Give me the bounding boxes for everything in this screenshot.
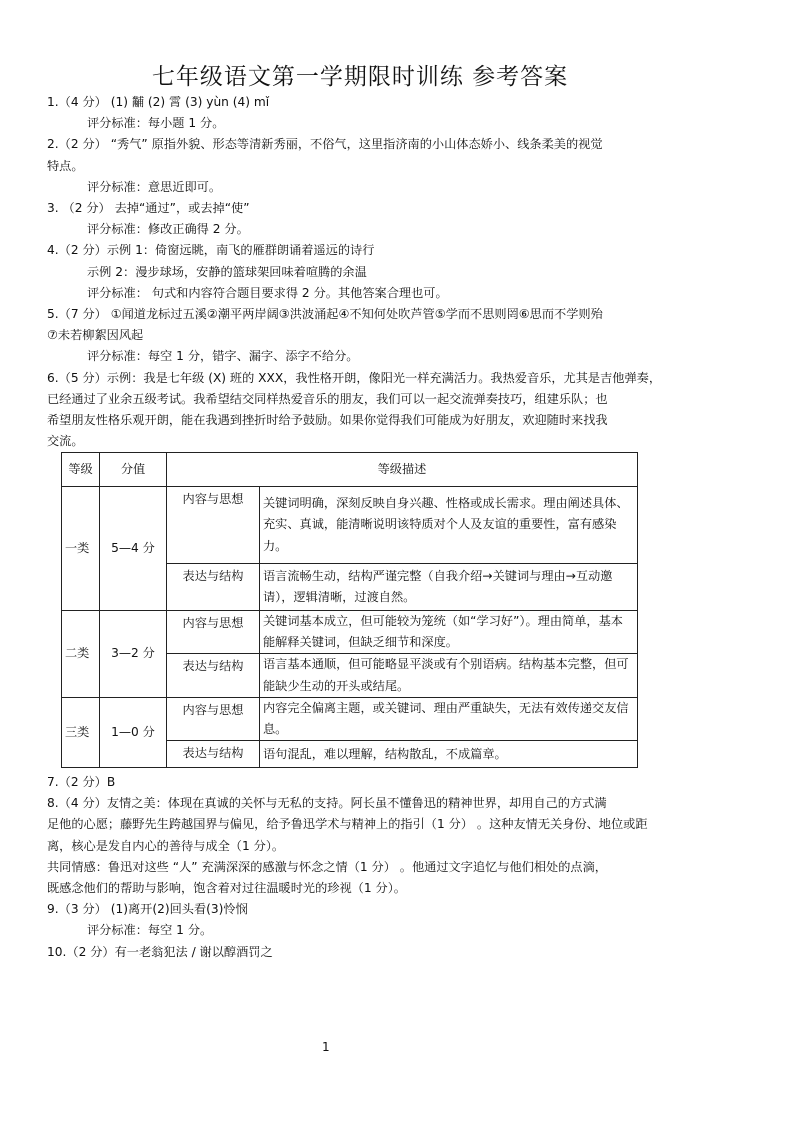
table-row	[62, 697, 638, 740]
answer-line: 希望朋友性格乐观开朗，能在我遇到挫折时给予鼓励。如果你觉得我们可能成为好朋友，欢迎随时来找我	[47, 413, 608, 428]
answer-line: 9.（3 分） (1)离开(2)回头看(3)怜悯	[47, 902, 248, 917]
answer-line: 4.（2 分）示例 1：倚窗远眺，南飞的雁群朗诵着遥远的诗行	[47, 243, 375, 258]
grade-cell: 三类	[62, 697, 100, 767]
answer-line: 离，核心是发自内心的善待与成全（1 分）。	[47, 838, 285, 853]
score-cell: 5—4 分	[100, 487, 167, 611]
answer-line: 1.（4 分） (1) 黼 (2) 霄 (3) yùn (4) mǐ	[47, 95, 270, 109]
score-cell: 3—2 分	[100, 611, 167, 698]
answer-q6	[47, 368, 717, 453]
answer-line: 足他的心愿；藤野先生跨越国界与偏见，给予鲁迅学术与精神上的指引（1 分） 。这种友情无关身份、地位或距	[47, 817, 648, 832]
description-cell: 内容完全偏离主题，或关键词、理由严重缺失，无法有效传递交友信息。	[260, 697, 638, 740]
answer-q10	[47, 942, 722, 963]
aspect-label: 表达与结构	[167, 564, 260, 611]
answer-line: 2.（2 分） “秀气” 原指外貌、形态等清新秀丽，不俗气，这里指济南的小山体态娇小、线条柔美的视觉	[47, 137, 603, 152]
answers-part-1	[47, 92, 717, 452]
aspect-label: 表达与结构	[167, 741, 260, 768]
scoring-note: 评分标准：修改正确得 2 分。	[87, 222, 249, 237]
answer-line: 6.（5 分）示例：我是七年级 (X) 班的 XXX，我性格开朗，像阳光一样充满活力。我热爱音乐，尤其是吉他弹奏，	[47, 370, 662, 385]
answer-q4	[47, 240, 717, 304]
aspect-label: 内容与思想	[167, 697, 260, 740]
aspect-label: 表达与结构	[167, 654, 260, 697]
scoring-note: 评分标准：意思近即可。	[87, 179, 222, 194]
answer-line: 示例 2：漫步球场，安静的篮球架回味着喧腾的余温	[87, 264, 367, 279]
scoring-note: 评分标准：每空 1 分，错字、漏字、添字不给分。	[87, 349, 359, 364]
grading-table	[61, 452, 638, 768]
answer-line: 8.（4 分）友情之美：体现在真诚的关怀与无私的支持。阿长虽不懂鲁迅的精神世界，却用自己的方式满	[47, 796, 607, 811]
description-cell: 语句混乱，难以理解，结构散乱，不成篇章。	[260, 741, 638, 768]
answer-q3	[47, 198, 717, 240]
answer-line: 3. （2 分） 去掉“通过”，或去掉“使”	[47, 201, 250, 216]
scoring-note: 评分标准：每空 1 分。	[87, 923, 213, 938]
description-cell: 语言基本通顺，但可能略显平淡或有个别语病。结构基本完整，但可能缺少生动的开头或结尾。	[260, 654, 638, 697]
aspect-label: 内容与思想	[167, 611, 260, 654]
header-score: 分值	[100, 453, 167, 487]
table-row	[62, 487, 638, 564]
answers-part-2	[47, 772, 722, 963]
answer-line: ⑦未若柳絮因风起	[47, 328, 144, 343]
answer-line: 已经通过了业余五级考试。我希望结交同样热爱音乐的朋友，我们可以一起交流弹奏技巧，组建乐队；也	[47, 391, 608, 406]
table-row	[62, 611, 638, 654]
answer-line: 特点。	[47, 158, 84, 173]
score-cell: 1—0 分	[100, 697, 167, 767]
description-cell: 语言流畅生动，结构严谨完整（自我介绍→关键词与理由→互动邀请），逻辑清晰，过渡自然。	[260, 564, 638, 611]
answer-line: 5.（7 分） ①闻道龙标过五溪②潮平两岸阔③洪波涌起④不知何处吹芦管⑤学而不思则罔⑥思而不学则殆	[47, 307, 603, 322]
description-cell: 关键词基本成立，但可能较为笼统（如“学习好”）。理由简单，基本能解释关键词，但缺乏细节和深度。	[260, 611, 638, 654]
description-cell: 关键词明确，深刻反映自身兴趣、性格或成长需求。理由阐述具体、充实、真诚，能清晰说明该特质对个人及友谊的重要性，富有感染力。	[260, 487, 638, 564]
answer-q8	[47, 793, 722, 899]
answer-line: 既感念他们的帮助与影响，饱含着对过往温暖时光的珍视（1 分）。	[47, 881, 406, 896]
answer-line: 7.（2 分）B	[47, 775, 116, 789]
answer-line: 10.（2 分）有一老翁犯法 / 谢以醇酒罚之	[47, 944, 273, 959]
scoring-note: 评分标准：每小题 1 分。	[87, 116, 225, 131]
scoring-note: 评分标准： 句式和内容符合题目要求得 2 分。其他答案合理也可。	[87, 285, 448, 300]
table-header-row	[62, 453, 638, 487]
header-grade: 等级	[62, 453, 100, 487]
page-title: 七年级语文第一学期限时训练 参考答案	[151, 64, 569, 90]
answer-q2	[47, 134, 717, 198]
answer-line: 共同情感：鲁迅对这些 “人” 充满深深的感激与怀念之情（1 分） 。他通过文字追忆与他们相处的点滴，	[47, 859, 607, 874]
answer-line: 交流。	[47, 434, 84, 449]
grade-cell: 二类	[62, 611, 100, 698]
answer-q1	[47, 92, 717, 134]
aspect-label: 内容与思想	[167, 487, 260, 564]
answer-q5	[47, 304, 717, 368]
page-number: 1	[322, 1040, 330, 1054]
answer-q7	[47, 772, 722, 793]
grade-cell: 一类	[62, 487, 100, 611]
header-description: 等级描述	[167, 453, 638, 487]
answer-q9	[47, 899, 722, 941]
